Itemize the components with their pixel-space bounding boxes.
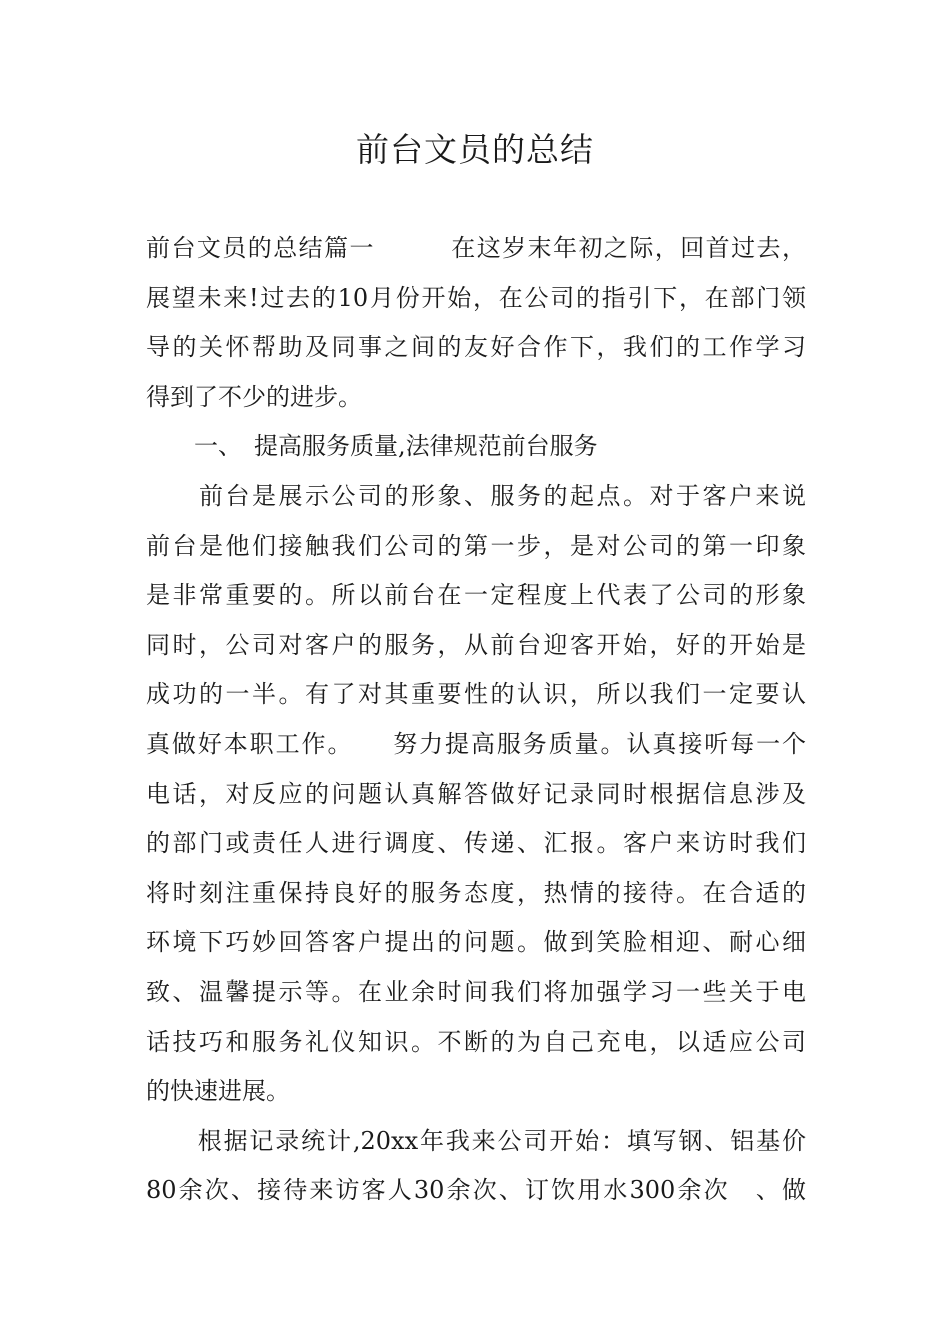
text-line: 前台是展示公司的形象、服务的起点。对于客户来说 xyxy=(146,481,806,510)
text-line: 成功的一半。有了对其重要性的认识，所以我们一定要认 xyxy=(146,680,806,709)
text-line: 前台是他们接触我们公司的第一步，是对公司的第一印象 xyxy=(146,531,806,560)
text-line: 致、温馨提示等。在业余时间我们将加强学习一些关于电 xyxy=(146,977,806,1006)
text-line: 将时刻注重保持良好的服务态度，热情的接待。在合适的 xyxy=(146,878,806,907)
text-line: 导的关怀帮助及同事之间的友好合作下，我们的工作学习 xyxy=(146,333,806,362)
text-line: 电话，对反应的问题认真解答做好记录同时根据信息涉及 xyxy=(146,779,806,808)
text-line: 是非常重要的。所以前台在一定程度上代表了公司的形象 xyxy=(146,581,806,610)
text-line: 得到了不少的进步。 xyxy=(146,382,362,411)
text-line: 话技巧和服务礼仪知识。不断的为自己充电，以适应公司 xyxy=(146,1027,806,1056)
text-line: 的部门或责任人进行调度、传递、汇报。客户来访时我们 xyxy=(146,829,806,858)
section-heading: 一、 提高服务质量,法律规范前台服务 xyxy=(146,432,598,461)
text-line: 根据记录统计,20xx年我来公司开始：填写钢、铝基价 xyxy=(146,1126,806,1155)
text-line: 同时，公司对客户的服务，从前台迎客开始，好的开始是 xyxy=(146,630,806,659)
text-line: 80余次、接待来访客人30余次、订饮用水300余次 、做 xyxy=(146,1176,806,1205)
text-line: 展望未来!过去的10月份开始，在公司的指引下，在部门领 xyxy=(146,283,806,312)
text-line: 的快速进展。 xyxy=(146,1077,290,1106)
text-line: 环境下巧妙回答客户提出的问题。做到笑脸相迎、耐心细 xyxy=(146,928,806,957)
document-title: 前台文员的总结 xyxy=(356,130,594,169)
text-line: 真做好本职工作。 努力提高服务质量。认真接听每一个 xyxy=(146,729,806,758)
document-body xyxy=(146,224,806,1216)
text-line: 前台文员的总结篇一 在这岁末年初之际，回首过去， xyxy=(146,234,806,262)
